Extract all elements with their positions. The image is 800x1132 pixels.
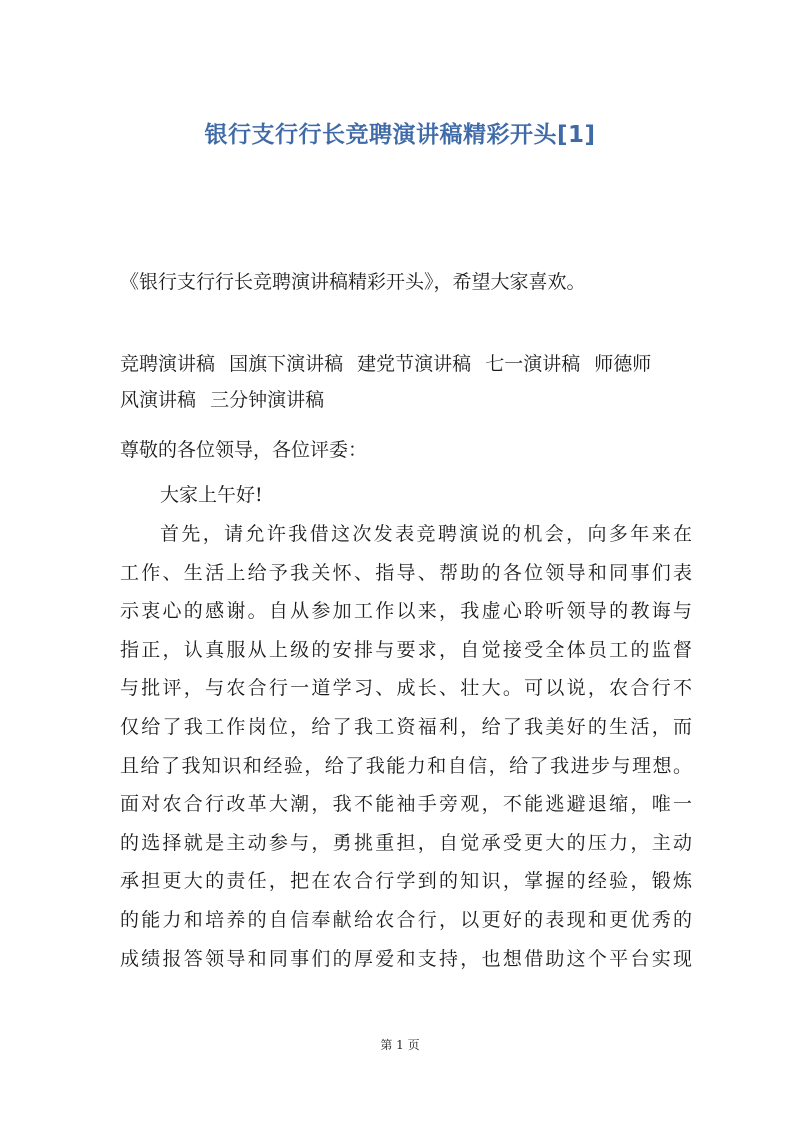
tag-item[interactable]: 国旗下演讲稿: [229, 353, 344, 375]
body-line: 指正，认真服从上级的安排与要求，自觉接受全体员工的监督: [120, 638, 692, 661]
body-line: 首先，请允许我借这次发表竞聘演说的机会，向多年来在: [160, 523, 692, 545]
page-number: 第 1 页: [380, 1038, 420, 1052]
body-line: 工作、生活上给予我关怀、指导、帮助的各位领导和同事们表: [120, 561, 692, 584]
body-line: 的选择就是主动参与，勇挑重担，自觉承受更大的压力，主动: [120, 831, 692, 854]
tag-item[interactable]: 师德师风演讲稿: [120, 353, 652, 411]
salutation: 尊敬的各位领导，各位评委：: [120, 439, 368, 461]
body-line: 与批评，与农合行一道学习、成长、壮大。可以说，农合行不: [120, 677, 692, 700]
intro-paragraph: 《银行支行行长竞聘演讲稿精彩开头》，希望大家喜欢。: [120, 271, 586, 293]
body-line: 面对农合行改革大潮，我不能袖手旁观，不能逃避退缩，唯一: [120, 793, 692, 816]
body-paragraph: [120, 515, 692, 978]
tag-list: [120, 346, 665, 418]
tag-item[interactable]: 三分钟演讲稿: [210, 389, 325, 411]
document-title: 银行支行行长竞聘演讲稿精彩开头[1]: [204, 122, 596, 148]
body-line: 仅给了我工作岗位，给了我工资福利，给了我美好的生活，而: [120, 715, 692, 738]
tag-item[interactable]: 竞聘演讲稿: [120, 353, 216, 375]
body-line: 示衷心的感谢。自从参加工作以来，我虚心聆听领导的教诲与: [120, 600, 692, 623]
body-line: 且给了我知识和经验，给了我能力和自信，给了我进步与理想。: [120, 754, 692, 777]
body-line: 的能力和培养的自信奉献给农合行，以更好的表现和更优秀的: [120, 908, 692, 931]
greeting: 大家上午好!: [160, 484, 263, 506]
body-line: 成绩报答领导和同事们的厚爱和支持，也想借助这个平台实现: [120, 947, 692, 970]
tag-item[interactable]: 七一演讲稿: [485, 353, 581, 375]
body-line: 承担更大的责任，把在农合行学到的知识，掌握的经验，锻炼: [120, 870, 692, 893]
tag-item[interactable]: 建党节演讲稿: [357, 353, 472, 375]
